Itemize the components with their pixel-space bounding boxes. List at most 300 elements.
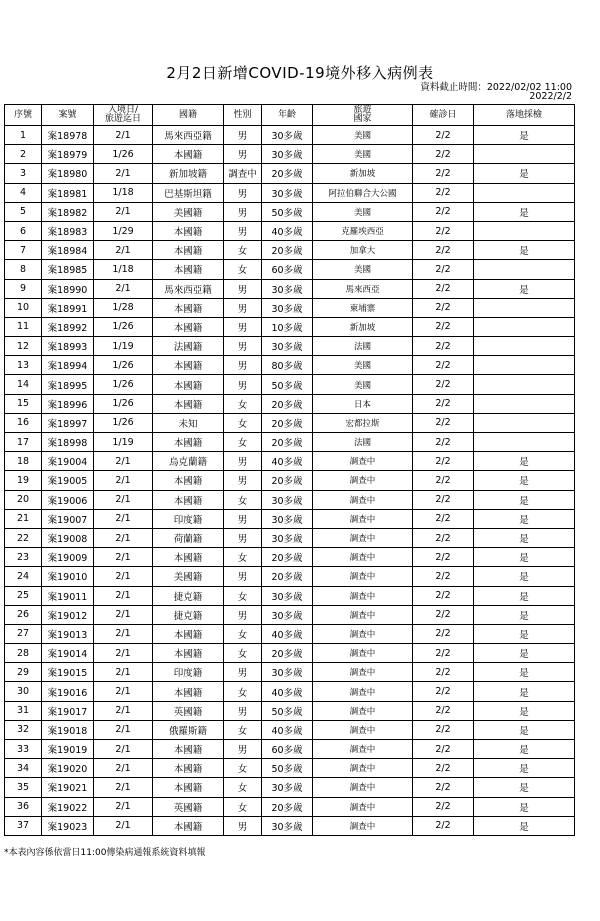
cell-sex: 男 — [224, 202, 262, 221]
cell-entry-date: 2/1 — [94, 164, 153, 183]
cell-nationality: 未知 — [153, 413, 224, 432]
cell-age: 30多歲 — [262, 337, 313, 356]
cell-entry-date: 1/26 — [94, 413, 153, 432]
cell-nationality: 本國籍 — [153, 624, 224, 643]
cell-entry-date: 2/1 — [94, 624, 153, 643]
cell-no: 24 — [5, 567, 42, 586]
cell-diagnosis-date: 2/2 — [413, 145, 474, 164]
cell-no: 10 — [5, 298, 42, 317]
cell-entry-date: 1/26 — [94, 394, 153, 413]
cell-age: 30多歲 — [262, 490, 313, 509]
cell-case: 案18981 — [42, 183, 94, 202]
cell-travel-country: 調查中 — [313, 701, 413, 720]
cell-landing-test — [474, 337, 575, 356]
cell-travel-country: 調查中 — [313, 624, 413, 643]
cell-case: 案19014 — [42, 644, 94, 663]
cell-landing-test: 是 — [474, 241, 575, 260]
cell-diagnosis-date: 2/2 — [413, 548, 474, 567]
cell-age: 40多歲 — [262, 682, 313, 701]
table-row — [5, 682, 575, 701]
cell-no: 2 — [5, 145, 42, 164]
cell-case: 案19016 — [42, 682, 94, 701]
cell-sex: 女 — [224, 644, 262, 663]
cell-nationality: 新加坡籍 — [153, 164, 224, 183]
cell-no: 34 — [5, 759, 42, 778]
cell-case: 案19004 — [42, 452, 94, 471]
cell-entry-date: 1/26 — [94, 375, 153, 394]
cell-entry-date: 2/1 — [94, 509, 153, 528]
table-row — [5, 298, 575, 317]
cell-case: 案18984 — [42, 241, 94, 260]
cell-case: 案19013 — [42, 624, 94, 643]
cell-case: 案18982 — [42, 202, 94, 221]
cell-travel-country: 馬來西亞 — [313, 279, 413, 298]
table-row — [5, 164, 575, 183]
table-row — [5, 509, 575, 528]
cell-age: 30多歲 — [262, 816, 313, 835]
cell-age: 30多歲 — [262, 663, 313, 682]
cell-entry-date: 2/1 — [94, 279, 153, 298]
table-row — [5, 241, 575, 260]
cell-no: 31 — [5, 701, 42, 720]
cell-landing-test: 是 — [474, 567, 575, 586]
cell-sex: 男 — [224, 471, 262, 490]
cell-diagnosis-date: 2/2 — [413, 797, 474, 816]
cell-no: 3 — [5, 164, 42, 183]
cell-sex: 男 — [224, 356, 262, 375]
cell-travel-country: 調查中 — [313, 490, 413, 509]
cell-diagnosis-date: 2/2 — [413, 375, 474, 394]
cell-landing-test: 是 — [474, 528, 575, 547]
cell-age: 20多歲 — [262, 433, 313, 452]
cell-nationality: 本國籍 — [153, 490, 224, 509]
table-row — [5, 663, 575, 682]
cell-nationality: 本國籍 — [153, 260, 224, 279]
cell-landing-test: 是 — [474, 548, 575, 567]
table-row — [5, 605, 575, 624]
header-entry-date — [94, 105, 153, 126]
header-nationality: 國籍 — [153, 105, 224, 126]
cell-diagnosis-date: 2/2 — [413, 490, 474, 509]
cell-diagnosis-date: 2/2 — [413, 624, 474, 643]
cell-travel-country: 新加坡 — [313, 164, 413, 183]
cell-entry-date: 2/1 — [94, 605, 153, 624]
table-row — [5, 356, 575, 375]
cell-landing-test — [474, 145, 575, 164]
cell-nationality: 美國籍 — [153, 567, 224, 586]
cell-diagnosis-date: 2/2 — [413, 164, 474, 183]
cell-no: 20 — [5, 490, 42, 509]
cell-case: 案19008 — [42, 528, 94, 547]
cell-age: 10多歲 — [262, 317, 313, 336]
cell-travel-country: 調查中 — [313, 759, 413, 778]
cell-travel-country: 調查中 — [313, 663, 413, 682]
cell-entry-date: 1/19 — [94, 433, 153, 452]
cell-landing-test: 是 — [474, 682, 575, 701]
cell-no: 6 — [5, 221, 42, 240]
cell-nationality: 印度籍 — [153, 509, 224, 528]
cell-age: 30多歲 — [262, 778, 313, 797]
cell-landing-test — [474, 317, 575, 336]
header-case: 案號 — [42, 105, 94, 126]
cell-no: 23 — [5, 548, 42, 567]
cell-diagnosis-date: 2/2 — [413, 202, 474, 221]
cell-case: 案19022 — [42, 797, 94, 816]
cell-entry-date: 2/1 — [94, 126, 153, 145]
cell-no: 5 — [5, 202, 42, 221]
cell-travel-country: 調查中 — [313, 740, 413, 759]
table-row — [5, 644, 575, 663]
cell-entry-date: 2/1 — [94, 759, 153, 778]
cell-nationality: 法國籍 — [153, 337, 224, 356]
cell-no: 16 — [5, 413, 42, 432]
cell-diagnosis-date: 2/2 — [413, 241, 474, 260]
cell-age: 50多歲 — [262, 759, 313, 778]
header-entry-date-line1: 入境日/ — [107, 105, 139, 115]
cell-case: 案18998 — [42, 433, 94, 452]
cell-entry-date: 1/19 — [94, 337, 153, 356]
cell-sex: 男 — [224, 701, 262, 720]
table-row — [5, 816, 575, 835]
header-age: 年齡 — [262, 105, 313, 126]
cell-landing-test — [474, 433, 575, 452]
table-row — [5, 413, 575, 432]
cell-sex: 男 — [224, 528, 262, 547]
cell-nationality: 本國籍 — [153, 317, 224, 336]
cell-age: 30多歲 — [262, 605, 313, 624]
table-header-row — [5, 105, 575, 126]
table-row — [5, 471, 575, 490]
cell-landing-test: 是 — [474, 452, 575, 471]
cell-sex: 男 — [224, 740, 262, 759]
cell-diagnosis-date: 2/2 — [413, 317, 474, 336]
cell-entry-date: 2/1 — [94, 586, 153, 605]
cell-case: 案19023 — [42, 816, 94, 835]
cell-sex: 男 — [224, 375, 262, 394]
cell-landing-test: 是 — [474, 720, 575, 739]
header-landing-test: 落地採檢 — [474, 105, 575, 126]
cell-sex: 女 — [224, 260, 262, 279]
cell-nationality: 本國籍 — [153, 298, 224, 317]
cell-landing-test: 是 — [474, 797, 575, 816]
table-row — [5, 528, 575, 547]
cell-nationality: 印度籍 — [153, 663, 224, 682]
cell-no: 9 — [5, 279, 42, 298]
cell-travel-country: 加拿大 — [313, 241, 413, 260]
cell-diagnosis-date: 2/2 — [413, 720, 474, 739]
cell-sex: 女 — [224, 413, 262, 432]
cell-no: 17 — [5, 433, 42, 452]
header-no: 序號 — [5, 105, 42, 126]
cell-travel-country: 美國 — [313, 375, 413, 394]
cell-travel-country: 調查中 — [313, 471, 413, 490]
cell-case: 案18991 — [42, 298, 94, 317]
cell-sex: 男 — [224, 567, 262, 586]
cell-age: 30多歲 — [262, 279, 313, 298]
cell-age: 30多歲 — [262, 586, 313, 605]
header-travel-country-line1: 旅遊 — [353, 105, 372, 115]
cell-landing-test: 是 — [474, 644, 575, 663]
cell-sex: 男 — [224, 317, 262, 336]
cell-landing-test — [474, 413, 575, 432]
cell-age: 40多歲 — [262, 624, 313, 643]
cell-age: 20多歲 — [262, 241, 313, 260]
cell-no: 13 — [5, 356, 42, 375]
cell-nationality: 美國籍 — [153, 202, 224, 221]
cell-entry-date: 2/1 — [94, 490, 153, 509]
cell-landing-test: 是 — [474, 759, 575, 778]
cell-nationality: 巴基斯坦籍 — [153, 183, 224, 202]
table-row — [5, 433, 575, 452]
cell-age: 80多歲 — [262, 356, 313, 375]
cell-diagnosis-date: 2/2 — [413, 279, 474, 298]
cell-case: 案19015 — [42, 663, 94, 682]
cell-age: 60多歲 — [262, 260, 313, 279]
table-row — [5, 145, 575, 164]
cell-diagnosis-date: 2/2 — [413, 452, 474, 471]
cell-entry-date: 2/1 — [94, 471, 153, 490]
cell-nationality: 捷克籍 — [153, 605, 224, 624]
cell-age: 40多歲 — [262, 720, 313, 739]
cell-diagnosis-date: 2/2 — [413, 356, 474, 375]
cell-landing-test: 是 — [474, 202, 575, 221]
cell-age: 30多歲 — [262, 183, 313, 202]
cell-age: 20多歲 — [262, 413, 313, 432]
cell-travel-country: 新加坡 — [313, 317, 413, 336]
cell-no: 25 — [5, 586, 42, 605]
cell-no: 30 — [5, 682, 42, 701]
cell-age: 30多歲 — [262, 145, 313, 164]
cell-case: 案19019 — [42, 740, 94, 759]
cell-landing-test: 是 — [474, 471, 575, 490]
cell-case: 案18983 — [42, 221, 94, 240]
cell-age: 40多歲 — [262, 221, 313, 240]
cell-case: 案19020 — [42, 759, 94, 778]
cell-landing-test: 是 — [474, 490, 575, 509]
cell-travel-country: 調查中 — [313, 778, 413, 797]
cell-sex: 男 — [224, 816, 262, 835]
cell-nationality: 俄羅斯籍 — [153, 720, 224, 739]
cell-age: 30多歲 — [262, 528, 313, 547]
cell-case: 案18985 — [42, 260, 94, 279]
cell-landing-test: 是 — [474, 126, 575, 145]
cell-entry-date: 2/1 — [94, 548, 153, 567]
cell-entry-date: 1/26 — [94, 356, 153, 375]
table-row — [5, 701, 575, 720]
cell-travel-country: 日本 — [313, 394, 413, 413]
cell-sex: 男 — [224, 509, 262, 528]
cell-case: 案19007 — [42, 509, 94, 528]
cell-nationality: 本國籍 — [153, 644, 224, 663]
cell-age: 50多歲 — [262, 375, 313, 394]
cell-case: 案19017 — [42, 701, 94, 720]
cell-travel-country: 美國 — [313, 126, 413, 145]
cell-no: 18 — [5, 452, 42, 471]
cell-travel-country: 阿拉伯聯合大公國 — [313, 183, 413, 202]
cell-sex: 女 — [224, 682, 262, 701]
cell-case: 案19009 — [42, 548, 94, 567]
cell-sex: 男 — [224, 663, 262, 682]
cell-age: 50多歲 — [262, 202, 313, 221]
cell-entry-date: 2/1 — [94, 452, 153, 471]
cell-landing-test: 是 — [474, 586, 575, 605]
cell-landing-test — [474, 298, 575, 317]
page-title: 2月2日新增COVID-19境外移入病例表 — [166, 64, 434, 82]
cell-sex: 女 — [224, 720, 262, 739]
cell-diagnosis-date: 2/2 — [413, 682, 474, 701]
cell-diagnosis-date: 2/2 — [413, 778, 474, 797]
cell-diagnosis-date: 2/2 — [413, 221, 474, 240]
cell-sex: 女 — [224, 759, 262, 778]
cell-nationality: 本國籍 — [153, 221, 224, 240]
cell-age: 20多歲 — [262, 548, 313, 567]
cell-sex: 男 — [224, 298, 262, 317]
cell-sex: 男 — [224, 221, 262, 240]
cell-sex: 男 — [224, 145, 262, 164]
cell-travel-country: 法國 — [313, 433, 413, 452]
table-row — [5, 548, 575, 567]
cell-sex: 女 — [224, 241, 262, 260]
cell-travel-country: 美國 — [313, 260, 413, 279]
table-row — [5, 202, 575, 221]
footnote: *本表內容係依當日11:00傳染病通報系統資料填報 — [4, 848, 206, 858]
cell-age: 20多歲 — [262, 567, 313, 586]
table-row — [5, 452, 575, 471]
cell-entry-date: 2/1 — [94, 720, 153, 739]
cell-no: 29 — [5, 663, 42, 682]
header-entry-date-line2: 旅遊迄日 — [104, 114, 141, 124]
cell-diagnosis-date: 2/2 — [413, 528, 474, 547]
cell-no: 19 — [5, 471, 42, 490]
cell-nationality: 本國籍 — [153, 433, 224, 452]
cell-age: 20多歲 — [262, 471, 313, 490]
cell-case: 案19012 — [42, 605, 94, 624]
cell-travel-country: 調查中 — [313, 509, 413, 528]
cell-no: 15 — [5, 394, 42, 413]
cell-travel-country: 調查中 — [313, 452, 413, 471]
table-row — [5, 567, 575, 586]
cell-travel-country: 克羅埃西亞 — [313, 221, 413, 240]
table-row — [5, 126, 575, 145]
cell-case: 案18979 — [42, 145, 94, 164]
cell-entry-date: 2/1 — [94, 816, 153, 835]
cell-entry-date: 1/18 — [94, 260, 153, 279]
cell-no: 14 — [5, 375, 42, 394]
cell-nationality: 本國籍 — [153, 759, 224, 778]
cell-age: 20多歲 — [262, 797, 313, 816]
cell-landing-test — [474, 183, 575, 202]
cell-travel-country: 宏都拉斯 — [313, 413, 413, 432]
cell-landing-test: 是 — [474, 816, 575, 835]
cell-case: 案19006 — [42, 490, 94, 509]
cell-age: 30多歲 — [262, 126, 313, 145]
cell-sex: 男 — [224, 183, 262, 202]
table-row — [5, 221, 575, 240]
cell-no: 28 — [5, 644, 42, 663]
header-diagnosis-date: 確診日 — [413, 105, 474, 126]
imported-cases-table — [4, 104, 575, 836]
table-row — [5, 624, 575, 643]
cell-landing-test — [474, 375, 575, 394]
cell-nationality: 本國籍 — [153, 816, 224, 835]
cell-age: 20多歲 — [262, 164, 313, 183]
cell-nationality: 英國籍 — [153, 797, 224, 816]
cell-no: 1 — [5, 126, 42, 145]
cell-travel-country: 調查中 — [313, 605, 413, 624]
cell-no: 21 — [5, 509, 42, 528]
cell-travel-country: 調查中 — [313, 797, 413, 816]
data-cutoff-time: 資料截止時間：2022/02/02 11:00 — [420, 82, 572, 93]
cell-diagnosis-date: 2/2 — [413, 298, 474, 317]
cell-diagnosis-date: 2/2 — [413, 433, 474, 452]
table-row — [5, 797, 575, 816]
cell-travel-country: 調查中 — [313, 586, 413, 605]
cell-diagnosis-date: 2/2 — [413, 740, 474, 759]
cell-sex: 女 — [224, 624, 262, 643]
cell-case: 案19005 — [42, 471, 94, 490]
table-row — [5, 759, 575, 778]
table-row — [5, 778, 575, 797]
cell-age: 30多歲 — [262, 509, 313, 528]
cell-sex: 女 — [224, 778, 262, 797]
cell-case: 案18980 — [42, 164, 94, 183]
cell-sex: 男 — [224, 126, 262, 145]
cell-nationality: 馬來西亞籍 — [153, 279, 224, 298]
cell-nationality: 本國籍 — [153, 471, 224, 490]
cell-sex: 男 — [224, 279, 262, 298]
cell-case: 案18996 — [42, 394, 94, 413]
table-row — [5, 720, 575, 739]
cell-travel-country: 調查中 — [313, 682, 413, 701]
cell-age: 50多歲 — [262, 701, 313, 720]
cell-entry-date: 2/1 — [94, 202, 153, 221]
cell-sex: 調查中 — [224, 164, 262, 183]
cell-no: 35 — [5, 778, 42, 797]
cell-case: 案19011 — [42, 586, 94, 605]
cell-sex: 女 — [224, 797, 262, 816]
cell-landing-test: 是 — [474, 279, 575, 298]
cell-diagnosis-date: 2/2 — [413, 816, 474, 835]
cell-case: 案19021 — [42, 778, 94, 797]
cell-no: 4 — [5, 183, 42, 202]
header-travel-country — [313, 105, 413, 126]
cell-sex: 女 — [224, 586, 262, 605]
table-row — [5, 394, 575, 413]
cell-diagnosis-date: 2/2 — [413, 260, 474, 279]
cell-entry-date: 1/18 — [94, 183, 153, 202]
cell-age: 20多歲 — [262, 644, 313, 663]
cell-entry-date: 2/1 — [94, 241, 153, 260]
cell-diagnosis-date: 2/2 — [413, 586, 474, 605]
cell-nationality: 本國籍 — [153, 778, 224, 797]
cell-sex: 女 — [224, 490, 262, 509]
cell-travel-country: 調查中 — [313, 720, 413, 739]
cell-entry-date: 2/1 — [94, 778, 153, 797]
cell-case: 案18992 — [42, 317, 94, 336]
cell-no: 32 — [5, 720, 42, 739]
cell-diagnosis-date: 2/2 — [413, 509, 474, 528]
cell-entry-date: 1/26 — [94, 317, 153, 336]
cell-entry-date: 1/28 — [94, 298, 153, 317]
header-travel-country-line2: 國家 — [353, 114, 372, 124]
cell-landing-test: 是 — [474, 701, 575, 720]
cell-entry-date: 2/1 — [94, 740, 153, 759]
cell-no: 26 — [5, 605, 42, 624]
cell-landing-test: 是 — [474, 740, 575, 759]
cell-travel-country: 調查中 — [313, 816, 413, 835]
cell-diagnosis-date: 2/2 — [413, 759, 474, 778]
cell-landing-test: 是 — [474, 778, 575, 797]
